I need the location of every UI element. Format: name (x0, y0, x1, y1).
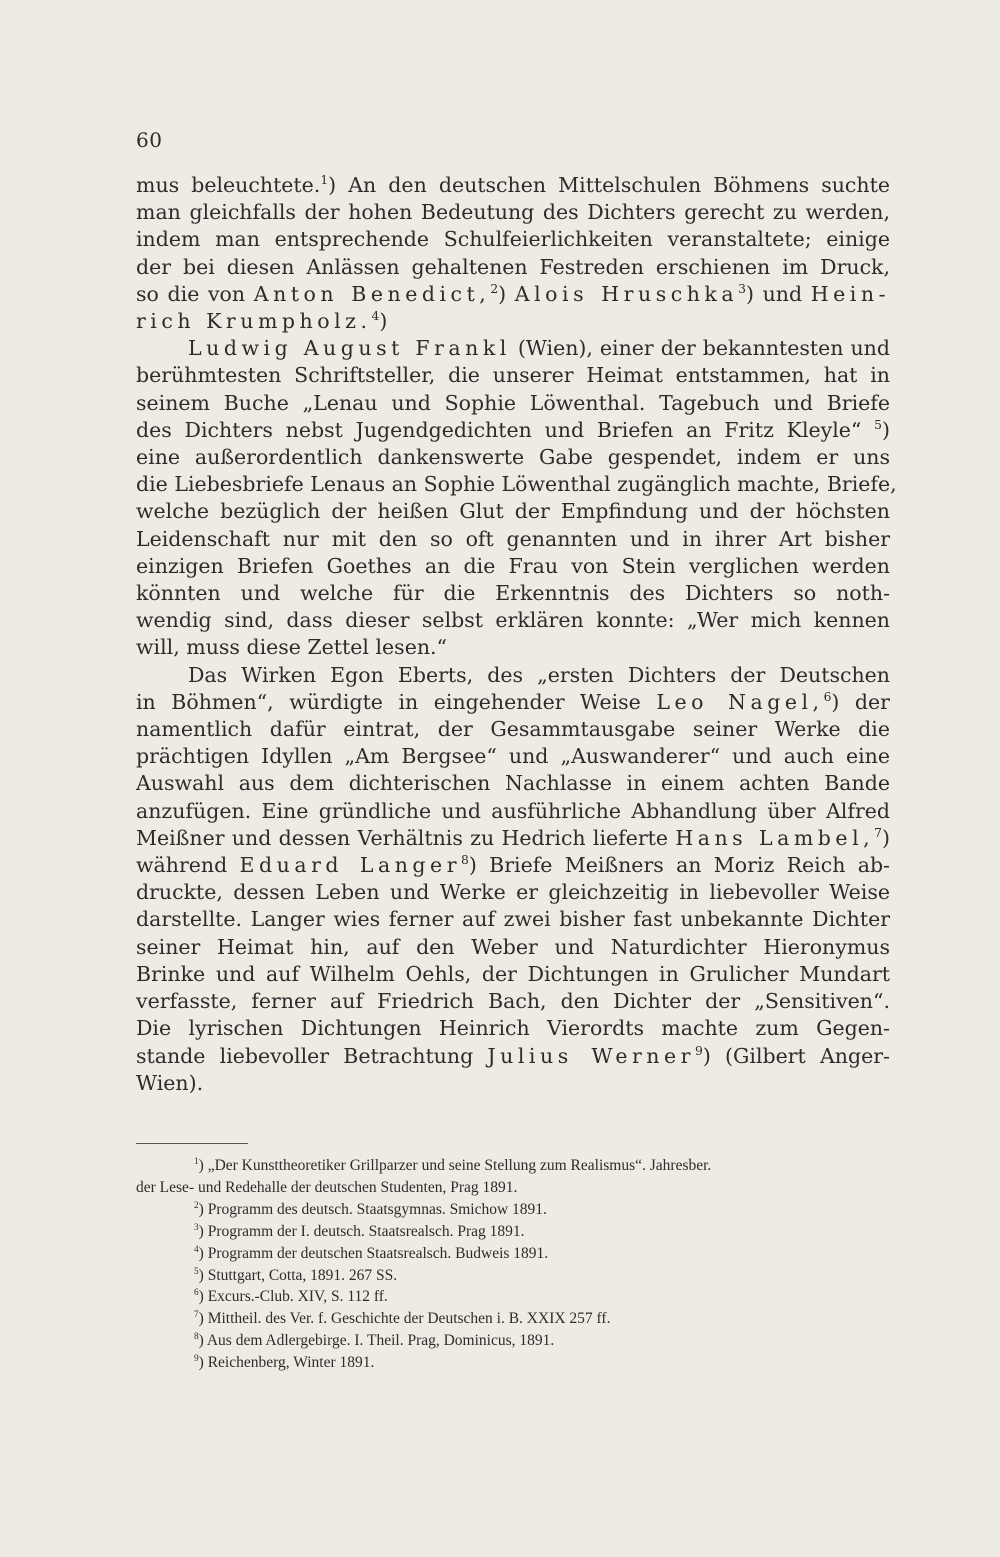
text-run: darstellte. Langer wies ferner auf zwei bisher fast unbekannte Dichter (136, 907, 890, 932)
text-run: seiner Heimat hin, auf den Weber und Naturdichter Hieronymus (136, 934, 890, 959)
text-run: man gleichfalls der hohen Bedeutung des Dichters gerecht zu werden, (136, 200, 890, 225)
spaced-name: Hein- (810, 281, 891, 306)
text-run: ) (498, 281, 515, 306)
text-run: verfasste, ferner auf Friedrich Bach, den Dichter der „Sensitiven“. (136, 989, 890, 1014)
text-run: Wien). (136, 1070, 204, 1095)
text-run: druckte, dessen Leben und Werke er gleichzeitig in liebevoller Weise (136, 880, 890, 905)
body-line (136, 444, 890, 471)
text-run: ) (882, 417, 890, 442)
body-line (136, 526, 890, 553)
text-run: ) „Der Kunsttheoretiker Grillparzer und seine Stellung zum Realismus“. Jahresber. (198, 1157, 712, 1174)
text-run: ) Briefe Meißners an Moriz Reich ab- (468, 853, 890, 878)
footnote-marker: 9 (194, 1354, 199, 1364)
body-line (136, 417, 890, 444)
text-run: die Liebesbriefe Lenaus an Sophie Löwenthal zugänglich machte, Briefe, (136, 472, 897, 497)
body-line (136, 390, 890, 417)
body-line (136, 879, 890, 906)
footnote-line (136, 1155, 890, 1177)
text-run: wendig sind, dass dieser selbst erklären konnte: „Wer mich kennen (136, 608, 890, 633)
text-run: ) Reichenberg, Winter 1891. (198, 1354, 375, 1372)
text-run: mus beleuchtete. (136, 173, 321, 197)
text-run: indem man entsprechende Schulfeierlichkeiten veranstaltete; einige (136, 227, 890, 252)
text-run: der bei diesen Anlässen gehaltenen Festreden erschienen im Druck, (136, 254, 890, 279)
footnote-marker: 5 (194, 1266, 199, 1277)
body-line (136, 934, 890, 961)
body-line (136, 770, 890, 797)
footnote-marker: 3 (194, 1222, 199, 1233)
spaced-name: Anton Benedict, (253, 281, 491, 306)
body-line (136, 961, 890, 988)
body-line (136, 906, 890, 933)
footnote-marker: 7 (194, 1310, 199, 1321)
body-line (136, 254, 890, 281)
body-line (136, 825, 890, 852)
body-line (136, 988, 890, 1015)
footnote-line (136, 1352, 890, 1374)
body-line (136, 852, 890, 879)
footnote-separator (136, 1143, 248, 1144)
body-line (136, 308, 890, 335)
footnote-line (136, 1265, 890, 1287)
text-run: Auswahl aus dem dichterischen Nachlasse in einem achten Bande (136, 771, 890, 796)
page-number: 60 (136, 128, 163, 152)
footnote-marker: 1 (320, 173, 329, 188)
text-run: ) An den deutschen Mittelschulen Böhmens suchte (328, 173, 890, 197)
text-run: welche bezüglich der heißen Glut der Empfindung und der höchsten (136, 499, 890, 524)
footnote-marker: 4 (194, 1244, 199, 1255)
text-run: ) Programm der I. deutsch. Staatsrealsch. Prag 1891. (198, 1222, 525, 1240)
spaced-name: Ludwig August Frankl (188, 336, 511, 361)
body-line (136, 281, 890, 308)
text-run: könnten und welche für die Erkenntnis des Dichters so noth- (136, 581, 890, 606)
spaced-name: Julius Werner (487, 1043, 695, 1068)
body-line (136, 607, 890, 634)
body-line (136, 689, 890, 716)
footnote-marker: 2 (194, 1200, 199, 1211)
body-line (136, 662, 890, 689)
text-run: Das Wirken Egon Eberts, des „ersten Dichters der Deutschen (188, 662, 890, 687)
body-line (136, 716, 890, 743)
spaced-name: Hans Lambel, (675, 825, 875, 850)
text-run: stande liebevoller Betrachtung (136, 1043, 488, 1068)
footnote-line (136, 1199, 890, 1221)
footnote-marker: 4 (371, 309, 380, 324)
text-run: ) Stuttgart, Cotta, 1891. 267 SS. (198, 1266, 398, 1284)
text-run: ) und (745, 281, 811, 306)
body-line (136, 1015, 890, 1042)
footnote-marker: 5 (874, 418, 882, 432)
footnote-marker: 2 (490, 281, 499, 296)
footnote-marker: 9 (694, 1043, 703, 1058)
footnotes (136, 1155, 890, 1374)
footnote-line (136, 1221, 890, 1243)
text-run: ) Mittheil. des Ver. f. Geschichte der Deutschen i. B. XXIX 257 ff. (198, 1310, 611, 1328)
footnote-marker: 8 (461, 853, 469, 868)
footnote-marker: 7 (874, 826, 882, 841)
text-run: ) (379, 309, 388, 334)
text-run: eine außerordentlich dankenswerte Gabe gespendet, indem er uns (136, 445, 890, 470)
footnote-line (136, 1308, 890, 1330)
spaced-name: rich Krumpholz. (136, 309, 372, 334)
body-line (136, 498, 890, 525)
text-run: ) (Gilbert Anger- (702, 1043, 890, 1068)
text-run: des Dichters nebst Jugendgedichten und Briefen an Fritz Kleyle“ (136, 417, 875, 442)
text-run: so die von (136, 281, 254, 306)
footnote-line (136, 1243, 890, 1265)
body-line (136, 743, 890, 770)
body-line (136, 1043, 890, 1070)
spaced-name: Alois Hruschka (514, 281, 739, 306)
body-line (136, 580, 890, 607)
text-run: ) Programm der deutschen Staatsrealsch. Budweis 1891. (198, 1244, 549, 1262)
text-run: anzufügen. Eine gründliche und ausführliche Abhandlung über Alfred (136, 798, 890, 823)
text-run: will, muss diese Zettel lesen.“ (136, 635, 448, 660)
text-run: berühmtesten Schriftsteller, die unserer Heimat entstammen, hat in (136, 363, 890, 388)
body-line (136, 199, 890, 226)
text-run: Brinke und auf Wilhelm Oehls, der Dichtungen in Grulicher Mundart (136, 961, 890, 986)
text-run: in Böhmen“, würdigte in eingehender Weise (136, 689, 657, 714)
body-line (136, 1070, 890, 1097)
body-line (136, 634, 890, 661)
text-run: ) der (831, 689, 890, 714)
text-run: Meißner und dessen Verhältnis zu Hedrich lieferte (136, 825, 676, 850)
text-run: ) (882, 825, 890, 850)
footnote-line (136, 1286, 890, 1308)
body-line (136, 226, 890, 253)
text-run: während (136, 853, 240, 878)
body-line (136, 172, 890, 199)
text-run: prächtigen Idyllen „Am Bergsee“ und „Auswanderer“ und auch eine (136, 744, 890, 769)
text-run: ) Excurs.-Club. XIV, S. 112 ff. (198, 1288, 388, 1306)
spaced-name: Eduard Langer (239, 853, 462, 878)
text-run: namentlich dafür eintrat, der Gesammtausgabe seiner Werke die (136, 717, 890, 742)
text-run: (Wien), einer der bekanntesten und (510, 336, 890, 361)
body-line (136, 553, 890, 580)
body-line (136, 362, 890, 389)
footnote-marker: 1 (194, 1156, 199, 1167)
footnote-marker: 6 (823, 690, 832, 705)
spaced-name: Leo Nagel, (656, 689, 824, 714)
text-run: Leidenschaft nur mit den so oft genannten und in ihrer Art bisher (136, 526, 890, 551)
body-text (136, 172, 897, 1097)
footnote-marker: 8 (194, 1332, 199, 1343)
body-line (136, 471, 897, 498)
body-line (136, 798, 890, 825)
text-run: der Lese- und Redehalle der deutschen Studenten, Prag 1891. (136, 1178, 518, 1196)
text-run: ) Aus dem Adlergebirge. I. Theil. Prag, Dominicus, 1891. (198, 1332, 555, 1350)
text-run: einzigen Briefen Goethes an die Frau von Stein verglichen werden (136, 553, 890, 578)
footnote-line (136, 1177, 890, 1199)
text-run: ) Programm des deutsch. Staatsgymnas. Smichow 1891. (198, 1200, 547, 1218)
footnote-marker: 3 (738, 281, 746, 296)
text-run: seinem Buche „Lenau und Sophie Löwenthal. Tagebuch und Briefe (136, 390, 890, 415)
footnote-marker: 6 (194, 1288, 199, 1299)
footnote-line (136, 1330, 890, 1352)
text-run: Die lyrischen Dichtungen Heinrich Vierordts machte zum Gegen- (136, 1016, 890, 1041)
body-line (136, 335, 890, 362)
